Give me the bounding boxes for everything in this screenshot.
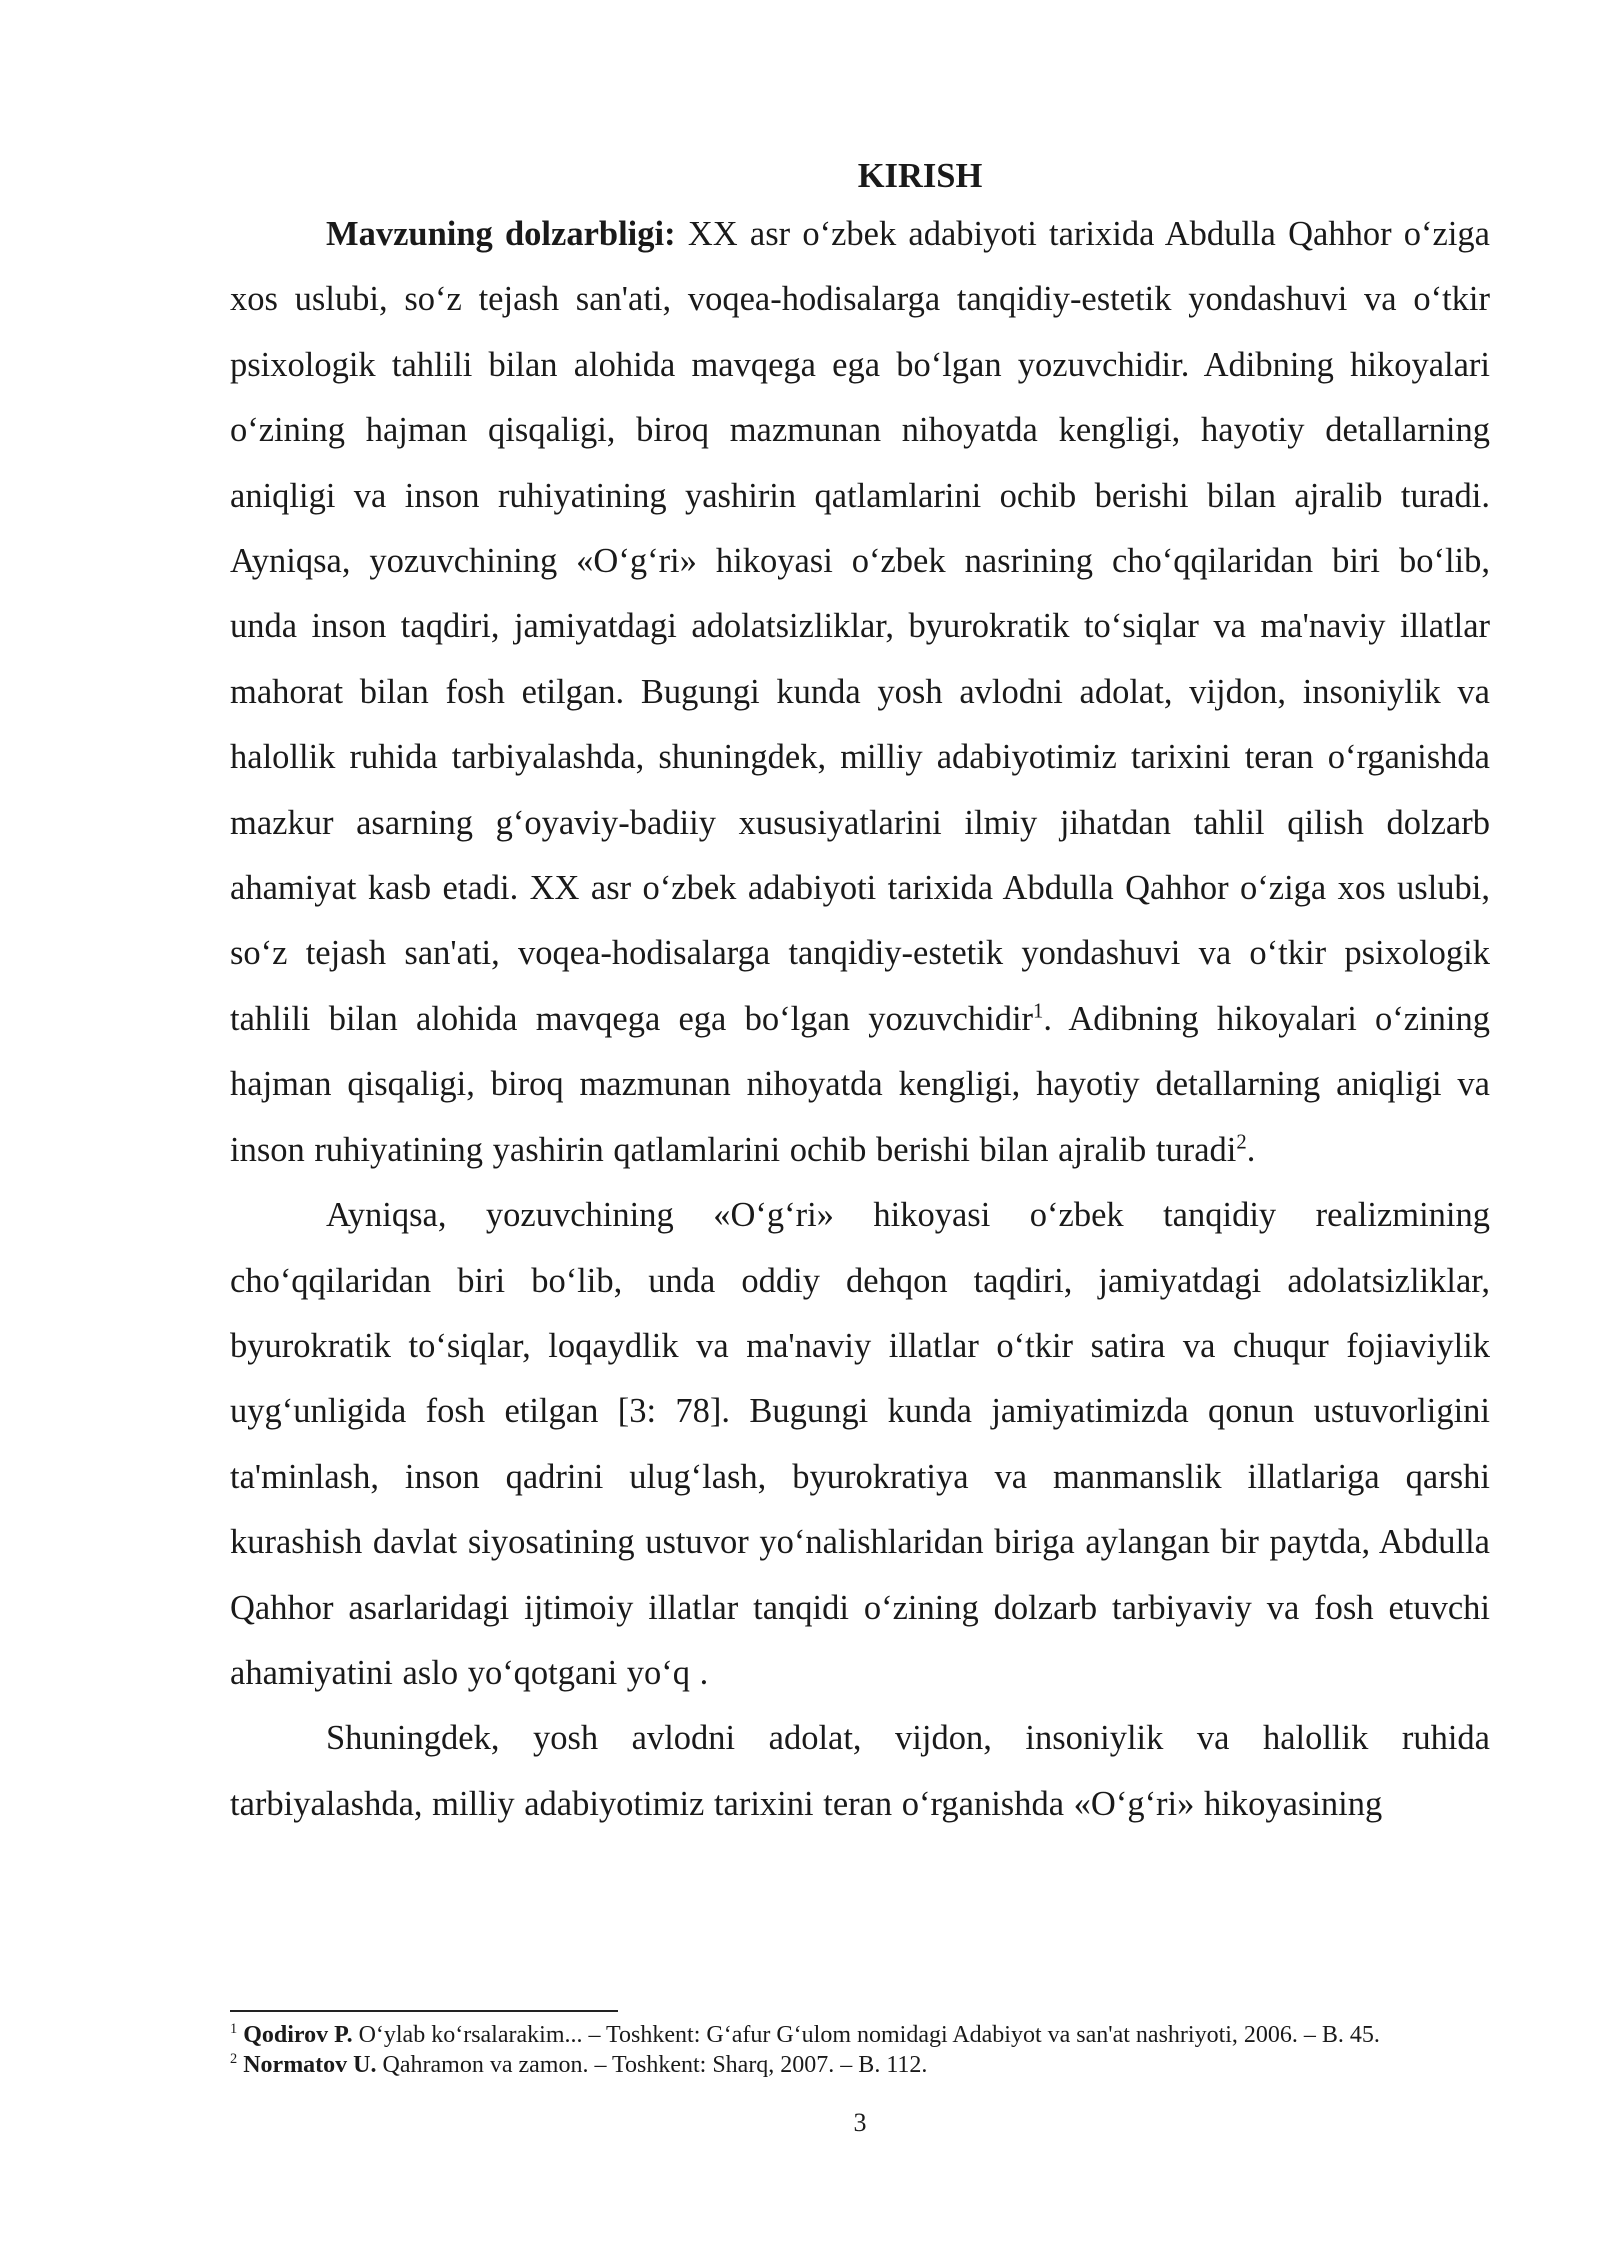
page-number: 3 xyxy=(853,2108,867,2137)
paragraph-text: . Adibning hikoyalari o‘zining hajman qisqaligi, biroq mazmunan nihoyatda kengligi, hayotiy detallarning aniqligi va inson ruhiyatining yashirin qatlamlarini ochib berishi bilan ajralib turadi xyxy=(230,999,1490,1169)
footnote-1 xyxy=(230,2020,1490,2050)
paragraph-lead: Mavzuning dolzarbligi: xyxy=(326,215,676,253)
footnote-number: 1 xyxy=(230,2021,238,2037)
section-title: KIRISH xyxy=(857,157,983,195)
footnote-number: 2 xyxy=(230,2051,238,2067)
paragraph-1 xyxy=(230,202,1490,1183)
footnotes xyxy=(230,2020,1490,2080)
footnote-ref-2[interactable]: 2 xyxy=(1236,1131,1247,1154)
footnote-2 xyxy=(230,2050,1490,2080)
footnote-text: O‘ylab ko‘rsalarakim... – Toshkent: G‘afur G‘ulom nomidagi Adabiyot va san'at nashriyoti, 2006. – B. 45. xyxy=(352,2022,1380,2048)
body-text xyxy=(230,150,1490,1837)
paragraph-text: . xyxy=(1246,1130,1256,1169)
footnote-author: Qodirov P. xyxy=(243,2022,353,2048)
paragraph-2: Ayniqsa, yozuvchining «O‘g‘ri» hikoyasi o‘zbek tanqidiy realizmining cho‘qqilaridan biri bo‘lib, unda oddiy dehqon taqdiri, jamiyatdagi adolatsizliklar, byurokratik to‘siqlar, loqaydlik va ma'naviy illatlar o‘tkir satira va chuqur fojiaviylik uyg‘unligida fosh etilgan [3: 78]. Bugungi kunda jamiyatimizda qonun ustuvorligini ta'minlash, inson qadrini ulug‘lash, byurokratiya va manmanslik illatlariga qarshi kurashish davlat siyosatining ustuvor yo‘nalishlaridan biriga aylangan bir paytda, Abdulla Qahhor asarlaridagi ijtimoiy illatlar tanqidi o‘zining dolzarb tarbiyaviy va fosh etuvchi ahamiyatini aslo yo‘qotgani yo‘q . xyxy=(230,1196,1490,1692)
footnote-separator xyxy=(230,2010,618,2012)
footnote-author: Normatov U. xyxy=(243,2052,377,2078)
footnote-text: Qahramon va zamon. – Toshkent: Sharq, 2007. – B. 112. xyxy=(376,2052,928,2078)
footnote-ref-1[interactable]: 1 xyxy=(1033,1000,1044,1023)
paragraph-3: Shuningdek, yosh avlodni adolat, vijdon, insoniylik va halollik ruhida tarbiyalashda, milliy adabiyotimiz tarixini teran o‘rganishda «O‘g‘ri» hikoyasining xyxy=(230,1719,1490,1823)
paragraph-text: XX asr o‘zbek adabiyoti tarixida Abdulla Qahhor o‘ziga xos uslubi, so‘z tejash san'ati, voqea-hodisalarga tanqidiy-estetik yondashuvi va o‘tkir psixologik tahlili bilan alohida mavqega ega bo‘lgan yozuvchidir. Adibning hikoyalari o‘zining hajman qisqaligi, biroq mazmunan nihoyatda kengligi, hayotiy detallarning aniqligi va inson ruhiyatining yashirin qatlamlarini ochib berishi bilan ajralib turadi. Ayniqsa, yozuvchining «O‘g‘ri» hikoyasi o‘zbek nasrining cho‘qqilaridan biri bo‘lib, unda inson taqdiri, jamiyatdagi adolatsizliklar, byurokratik to‘siqlar va ma'naviy illatlar mahorat bilan fosh etilgan. Bugungi kunda yosh avlodni adolat, vijdon, insoniylik va halollik ruhida tarbiyalashda, shuningdek, milliy adabiyotimiz tarixini teran o‘rganishda mazkur asarning g‘oyaviy-badiiy xususiyatlarini ilmiy jihatdan tahlil qilish dolzarb ahamiyat kasb etadi. XX asr o‘zbek adabiyoti tarixida Abdulla Qahhor o‘ziga xos uslubi, so‘z tejash san'ati, voqea-hodisalarga tanqidiy-estetik yondashuvi va o‘tkir psixologik tahlili bilan alohida mavqega ega bo‘lgan yozuvchidir xyxy=(230,215,1490,1038)
